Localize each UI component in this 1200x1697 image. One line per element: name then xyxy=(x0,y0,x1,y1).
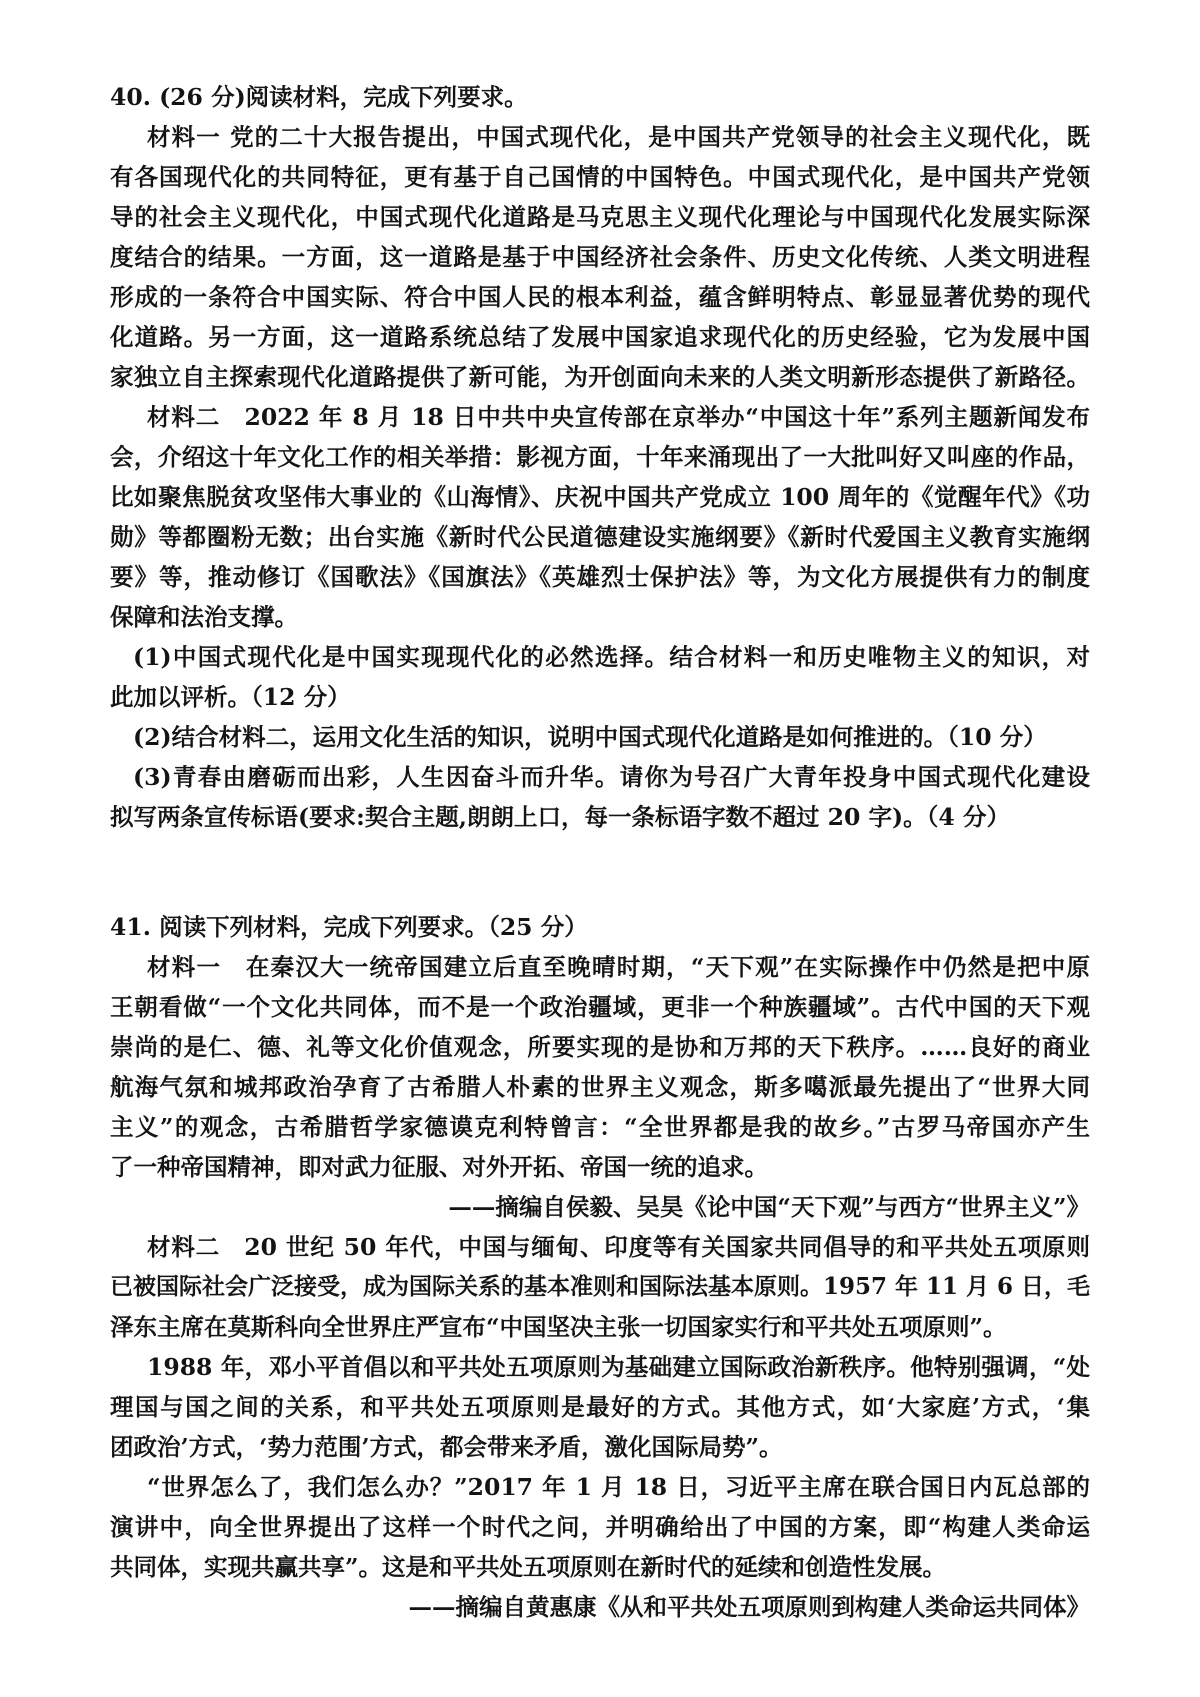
q41-material1-line-1: 材料一 在秦汉大一统帝国建立后直至晚晴时期，“天下观”在实际操作中仍然是把中原 xyxy=(147,953,1090,981)
q41-material2-p3-line-1: “世界怎么了，我们怎么办？”2017 年 1 月 18 日，习近平主席在联合国日内瓦总部的 xyxy=(147,1473,1090,1501)
q40-sub1-line-1: (1)中国式现代化是中国实现现代化的必然选择。结合材料一和历史唯物主义的知识，对 xyxy=(133,643,1090,671)
question-40-header: 40. (26 分)阅读材料，完成下列要求。 xyxy=(110,83,528,111)
q41-material-2 xyxy=(110,1227,1090,1627)
q40-material2-line-1: 材料二 2022 年 8 月 18 日中共中央宣传部在京举办“中国这十年”系列主题新闻发布 xyxy=(147,403,1090,431)
q40-subquestion-3 xyxy=(110,757,1090,837)
q41-material2-source: ——摘编自黄惠康《从和平共处五项原则到构建人类命运共同体》 xyxy=(408,1593,1090,1621)
q40-sub3-line-2: 拟写两条宣传标语(要求:契合主题,朗朗上口，每一条标语字数不超过 20 字)。（4 分） xyxy=(110,803,1010,831)
q41-material2-p1-line-3: 泽东主席在莫斯科向全世界庄严宣布“中国坚决主张一切国家实行和平共处五项原则”。 xyxy=(110,1313,1007,1341)
q40-sub2-line-1: (2)结合材料二，运用文化生活的知识，说明中国式现代化道路是如何推进的。（10 分） xyxy=(133,723,1047,751)
q41-material1-line-6: 了一种帝国精神，即对武力征服、对外开拓、帝国一统的追求。 xyxy=(110,1153,768,1181)
q41-material1-line-3: 崇尚的是仁、德、礼等文化价值观念，所要实现的是协和万邦的天下秩序。……良好的商业 xyxy=(110,1033,1090,1061)
question-41 xyxy=(110,907,1090,1627)
q40-material2-line-2: 会，介绍这十年文化工作的相关举措：影视方面，十年来涌现出了一大批叫好又叫座的作品， xyxy=(110,443,1090,471)
q40-sub3-line-1: (3)青春由磨砺而出彩，人生因奋斗而升华。请你为号召广大青年投身中国式现代化建设 xyxy=(133,763,1090,791)
q40-material1-line-7: 家独立自主探索现代化道路提供了新可能，为开创面向未来的人类文明新形态提供了新路径。 xyxy=(110,363,1090,391)
q41-material1-line-4: 航海气氛和城邦政治孕育了古希腊人朴素的世界主义观念，斯多噶派最先提出了“世界大同 xyxy=(110,1073,1090,1101)
q41-material2-p2-line-3: 团政治’方式，‘势力范围’方式，都会带来矛盾，激化国际局势”。 xyxy=(110,1433,783,1461)
q41-material2-p3-line-3: 共同体，实现共赢共享”。这是和平共处五项原则在新时代的延续和创造性发展。 xyxy=(110,1553,947,1581)
q40-material-1 xyxy=(110,117,1090,397)
q40-material-2 xyxy=(110,397,1090,637)
question-40 xyxy=(110,77,1090,837)
q41-material1-line-2: 王朝看做“一个文化共同体，而不是一个政治疆域，更非一个种族疆域”。古代中国的天下观 xyxy=(110,993,1090,1021)
q40-material1-line-1: 材料一 党的二十大报告提出，中国式现代化，是中国共产党领导的社会主义现代化，既 xyxy=(147,123,1090,151)
q40-material1-line-3: 导的社会主义现代化，中国式现代化道路是马克思主义现代化理论与中国现代化发展实际深 xyxy=(110,203,1090,231)
q41-material2-p1-line-2: 已被国际社会广泛接受，成为国际关系的基本准则和国际法基本原则。1957 年 11 月 6 日，毛 xyxy=(110,1273,1090,1300)
q41-material2-p3-line-2: 演讲中，向全世界提出了这样一个时代之问，并明确给出了中国的方案，即“构建人类命运 xyxy=(110,1513,1090,1541)
q40-material2-line-3: 比如聚焦脱贫攻坚伟大事业的《山海情》、庆祝中国共产党成立 100 周年的《觉醒年代》《功 xyxy=(110,483,1090,511)
section-gap xyxy=(0,837,1200,907)
q40-material1-line-5: 形成的一条符合中国实际、符合中国人民的根本利益，蕴含鲜明特点、彰显显著优势的现代 xyxy=(110,283,1090,311)
q41-material-1 xyxy=(110,947,1090,1227)
q41-material2-p2-line-2: 理国与国之间的关系，和平共处五项原则是最好的方式。其他方式，如‘大家庭’方式，‘集 xyxy=(110,1393,1090,1421)
q40-material2-line-5: 要》等，推动修订《国歌法》《国旗法》《英雄烈士保护法》等，为文化方展提供有力的制度 xyxy=(110,563,1090,591)
q40-material1-line-4: 度结合的结果。一方面，这一道路是基于中国经济社会条件、历史文化传统、人类文明进程 xyxy=(110,243,1090,271)
q40-material1-line-2: 有各国现代化的共同特征，更有基于自己国情的中国特色。中国式现代化，是中国共产党领 xyxy=(110,163,1090,191)
q40-subquestion-1 xyxy=(110,637,1090,717)
q41-material1-source: ——摘编自侯毅、吴昊《论中国“天下观”与西方“世界主义”》 xyxy=(448,1193,1090,1221)
q40-material1-line-6: 化道路。另一方面，这一道路系统总结了发展中国家追求现代化的历史经验，它为发展中国 xyxy=(110,323,1090,351)
q40-subquestion-2 xyxy=(110,717,1090,757)
question-41-header: 41. 阅读下列材料，完成下列要求。（25 分） xyxy=(110,913,588,941)
q41-material2-p1-line-1: 材料二 20 世纪 50 年代，中国与缅甸、印度等有关国家共同倡导的和平共处五项原则 xyxy=(147,1233,1090,1261)
q40-material2-line-6: 保障和法治支撑。 xyxy=(110,603,298,631)
q41-material1-line-5: 主义”的观念，古希腊哲学家德谟克利特曾言：“全世界都是我的故乡。”古罗马帝国亦产生 xyxy=(110,1113,1090,1141)
q41-material2-p2-line-1: 1988 年，邓小平首倡以和平共处五项原则为基础建立国际政治新秩序。他特别强调，“处 xyxy=(147,1353,1090,1381)
q40-sub1-line-2: 此加以评析。（12 分） xyxy=(110,683,351,711)
q40-material2-line-4: 勋》等都圈粉无数；出台实施《新时代公民道德建设实施纲要》《新时代爱国主义教育实施纲 xyxy=(110,523,1090,551)
